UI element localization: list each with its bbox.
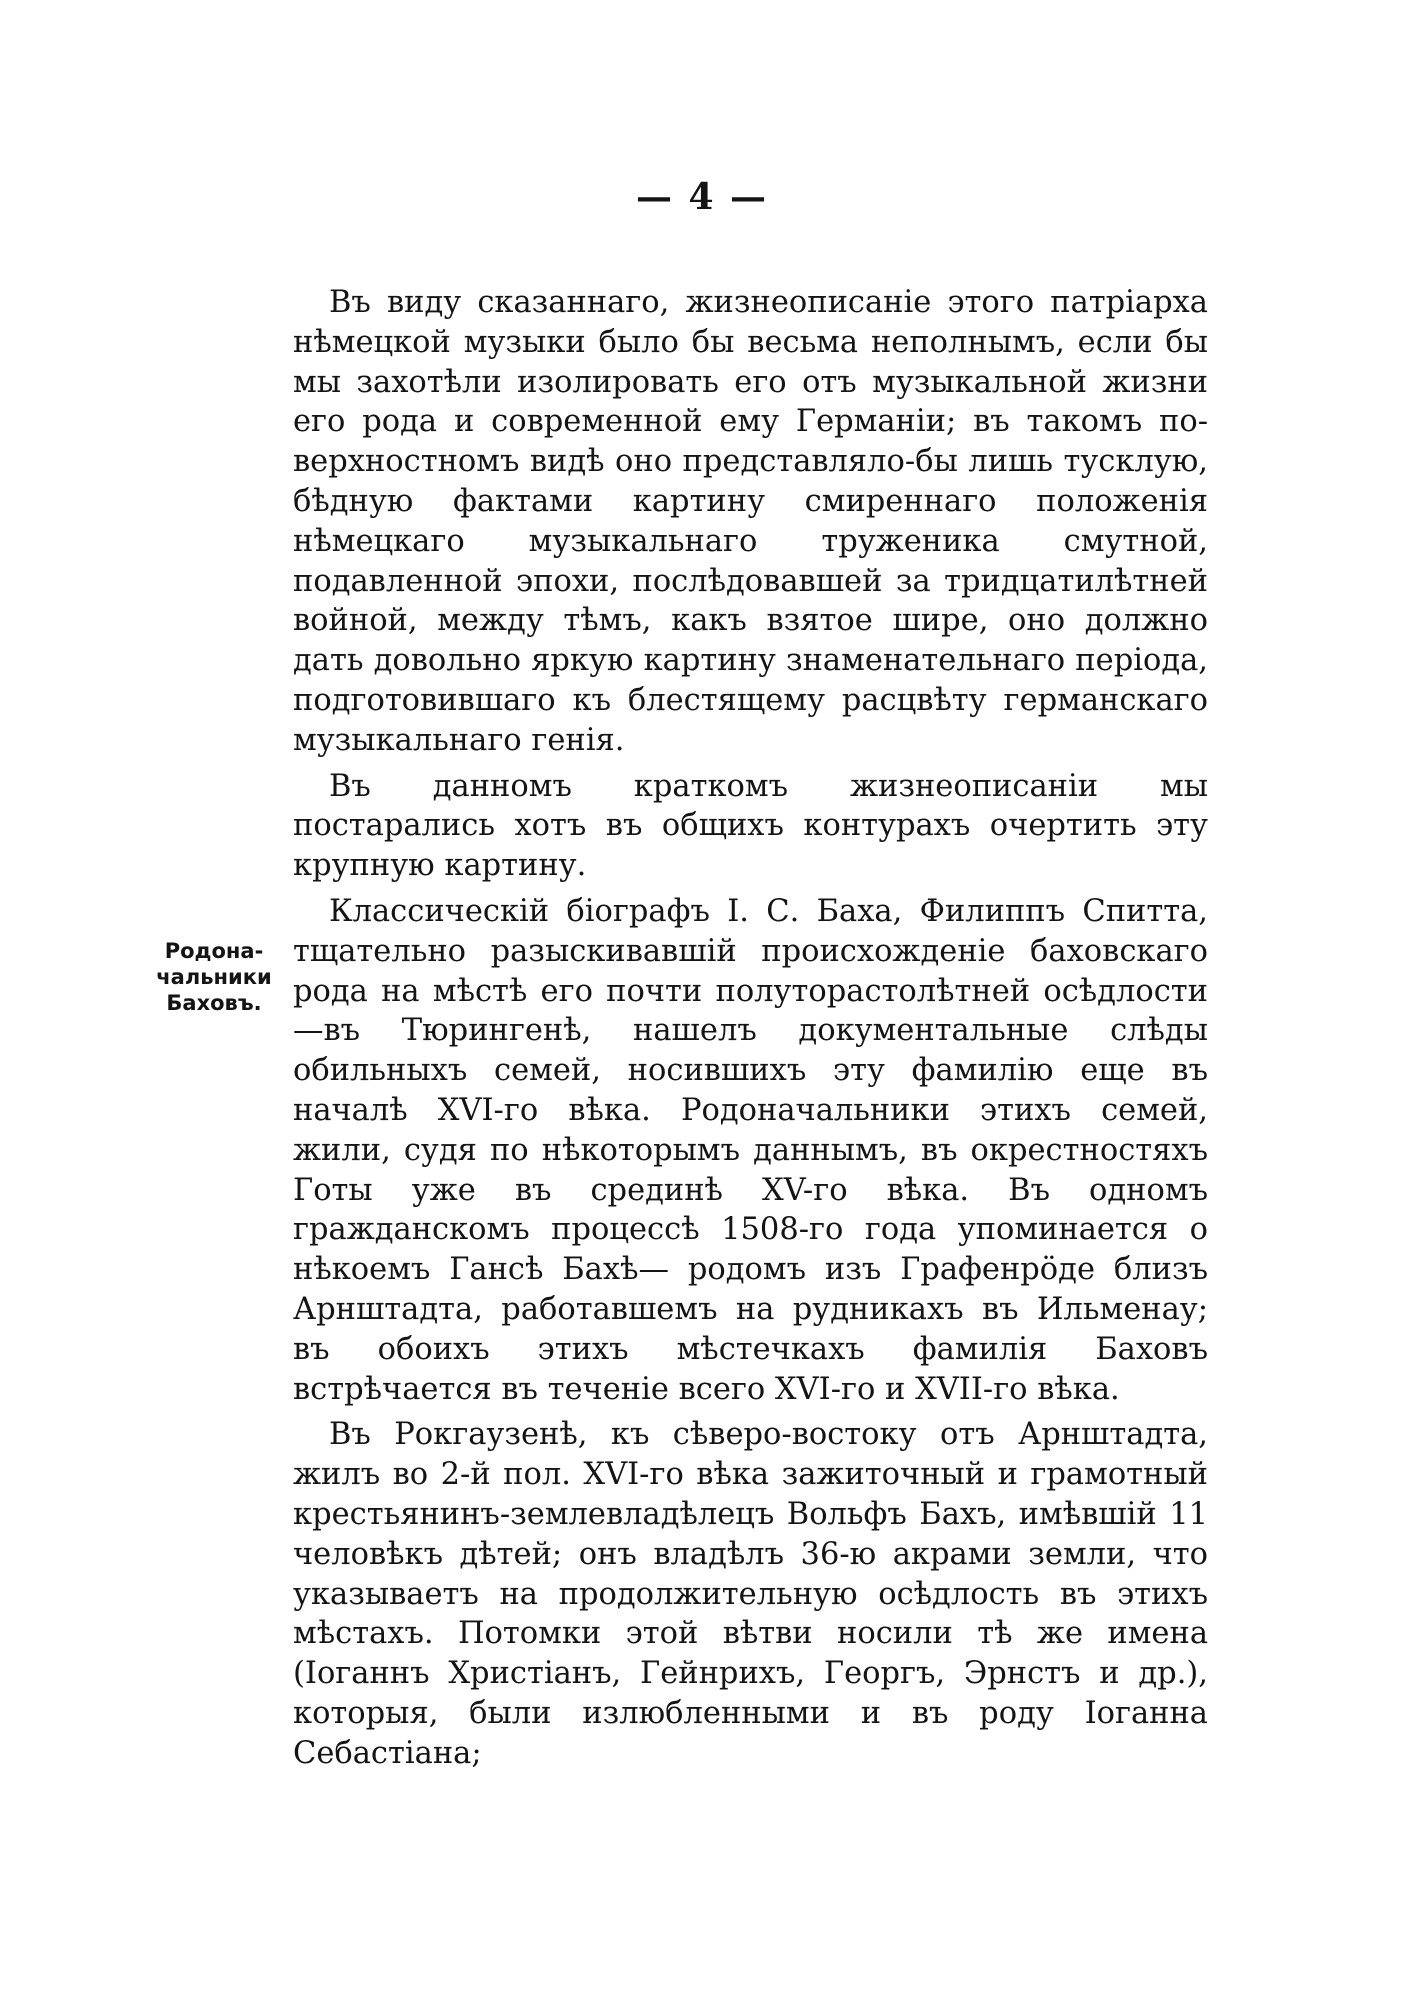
paragraph-ancestors: Классическій біографъ І. С. Баха, Филиппъ Спитта, тщательно разыскивавшій происхожденіе баховскаго рода на мѣстѣ его почти полуторастолѣтней осѣдлости—въ Тюрингенѣ, нашелъ документальные слѣды обильныхъ семей, носившихъ эту фамилію еще въ началѣ XVI-го вѣка. Родоначальники этихъ семей, жили, судя по нѣкоторымъ даннымъ, въ окрестностяхъ Готы уже въ срединѣ XV-го вѣка. Въ одномъ гражданскомъ процессѣ 1508-го года упоминается о нѣкоемъ Гансѣ Бахѣ— родомъ изъ Графенрöде близъ Арнштадта, работавшемъ на рудникахъ въ Ильменау; въ обоихъ этихъ мѣстечкахъ фамилія Баховъ встрѣчается въ теченіе всего XVI-го и XVII-го вѣка.	[293, 893, 1208, 1407]
margin-note-line: Родона-	[164, 939, 264, 963]
margin-note-line: Баховъ.	[166, 991, 262, 1015]
page-number: — 4 —	[635, 176, 769, 218]
margin-note-line: чальники	[156, 965, 272, 989]
body-text	[293, 283, 1208, 1773]
paragraph-intro: Въ виду сказаннаго, жизнеописаніе этого патріарха нѣмецкой музыки было бы весьма неполнымъ, если бы мы захотѣли изолировать его отъ музыкальной жизни его рода и современной ему Германіи; въ такомъ поверхностномъ видѣ оно представляло-бы лишь тусклую, бѣдную фактами картину смиреннаго положенія нѣмецкаго музыкальнаго труженика смутной, подавленной эпохи, послѣдовавшей за тридцатилѣтней войной, между тѣмъ, какъ взятое шире, оно должно дать довольно яркую картину знаменательнаго періода, подготовившаго къ блестящему расцвѣту германскаго музыкальнаго генія.	[293, 285, 1208, 758]
paragraph-summary: Въ данномъ краткомъ жизнеописаніи мы постарались хотъ въ общихъ контурахъ очертить эту крупную картину.	[293, 768, 1208, 884]
margin-note	[148, 938, 280, 1016]
paragraph-rockhausen: Въ Рокгаузенѣ, къ сѣверо-востоку отъ Арнштадта, жилъ во 2-й пол. XVI-го вѣка зажиточный и грамотный крестьянинъ-землевладѣлецъ Вольфъ Бахъ, имѣвшій 11 человѣкъ дѣтей; онъ владѣлъ 36-ю акрами земли, что указываетъ на продолжительную осѣдлость въ этихъ мѣстахъ. Потомки этой вѣтви носили тѣ же имена (Іоганнъ Христіанъ, Гейнрихъ, Георгъ, Эрнстъ и др.), которыя, были излюбленными и въ роду Іоганна Себастіана;	[293, 1417, 1208, 1771]
